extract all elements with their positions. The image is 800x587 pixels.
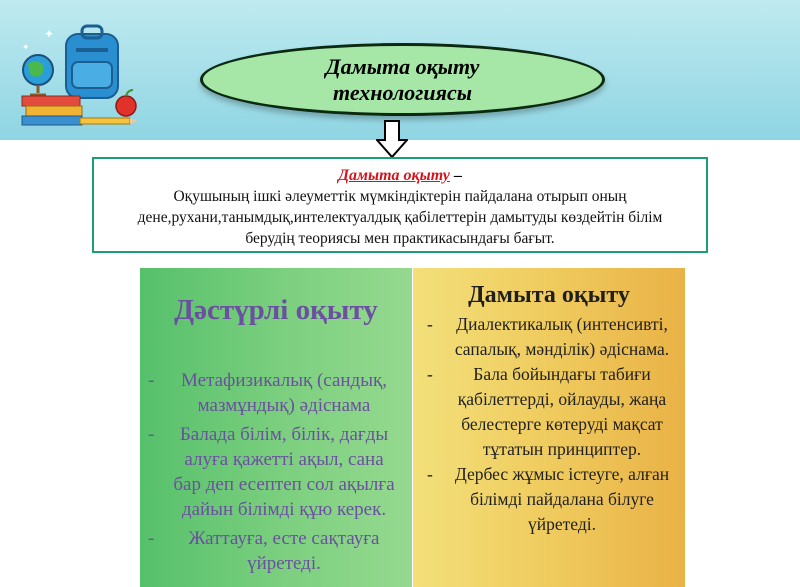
traditional-learning-list xyxy=(148,368,398,580)
traditional-learning-title: Дәстүрлі оқыту xyxy=(174,294,378,326)
list-item: - Метафизикалық (сандық, мазмұндық) әдіснама xyxy=(148,368,398,418)
list-item: - Диалектикалық (интенсивті, сапалық, мәнділік) әдіснама. xyxy=(427,312,675,362)
list-item: - Балада білім, білік, дағды алуға қажетті ақыл, сана бар деп есептеп сол ақылға дайын білімді құю керек. xyxy=(148,422,398,522)
list-item: - Жаттауға, есте сақтауға үйретеді. xyxy=(148,526,398,576)
definition-text: Оқушының ішкі әлеуметтік мүмкіндіктерін пайдалана отырып оның дене,рухани,танымдық,интелектуалдық қабілеттерін дамытуды көздейтін білім берудің теориясы мен практикасындағы бағыт. xyxy=(137,188,663,247)
definition-dash: – xyxy=(449,167,462,184)
list-item: - Дербес жұмыс істеуге, алған білімді пайдалана білуге үйретеді. xyxy=(427,462,675,537)
definition-term: Дамыта оқыту xyxy=(338,167,450,184)
traditional-learning-panel xyxy=(140,268,412,587)
developmental-learning-panel xyxy=(413,268,685,587)
definition-heading xyxy=(94,165,706,186)
title-line-2: технологиясы xyxy=(333,79,472,105)
developmental-learning-title: Дамыта оқыту xyxy=(468,282,630,308)
developmental-learning-list xyxy=(427,312,675,537)
school-supplies-icon xyxy=(14,18,144,126)
list-item: - Бала бойындағы табиғи қабілеттерді, ойлауды, жаңа белестерге көтеруді мақсат тұтатын принциптер. xyxy=(427,362,675,462)
down-arrow-icon xyxy=(376,120,408,158)
svg-text:✦: ✦ xyxy=(22,43,30,53)
title-oval xyxy=(200,43,605,116)
svg-text:✦: ✦ xyxy=(44,27,55,41)
title-line-1: Дамыта оқыту xyxy=(325,53,480,79)
definition-box xyxy=(92,157,708,253)
